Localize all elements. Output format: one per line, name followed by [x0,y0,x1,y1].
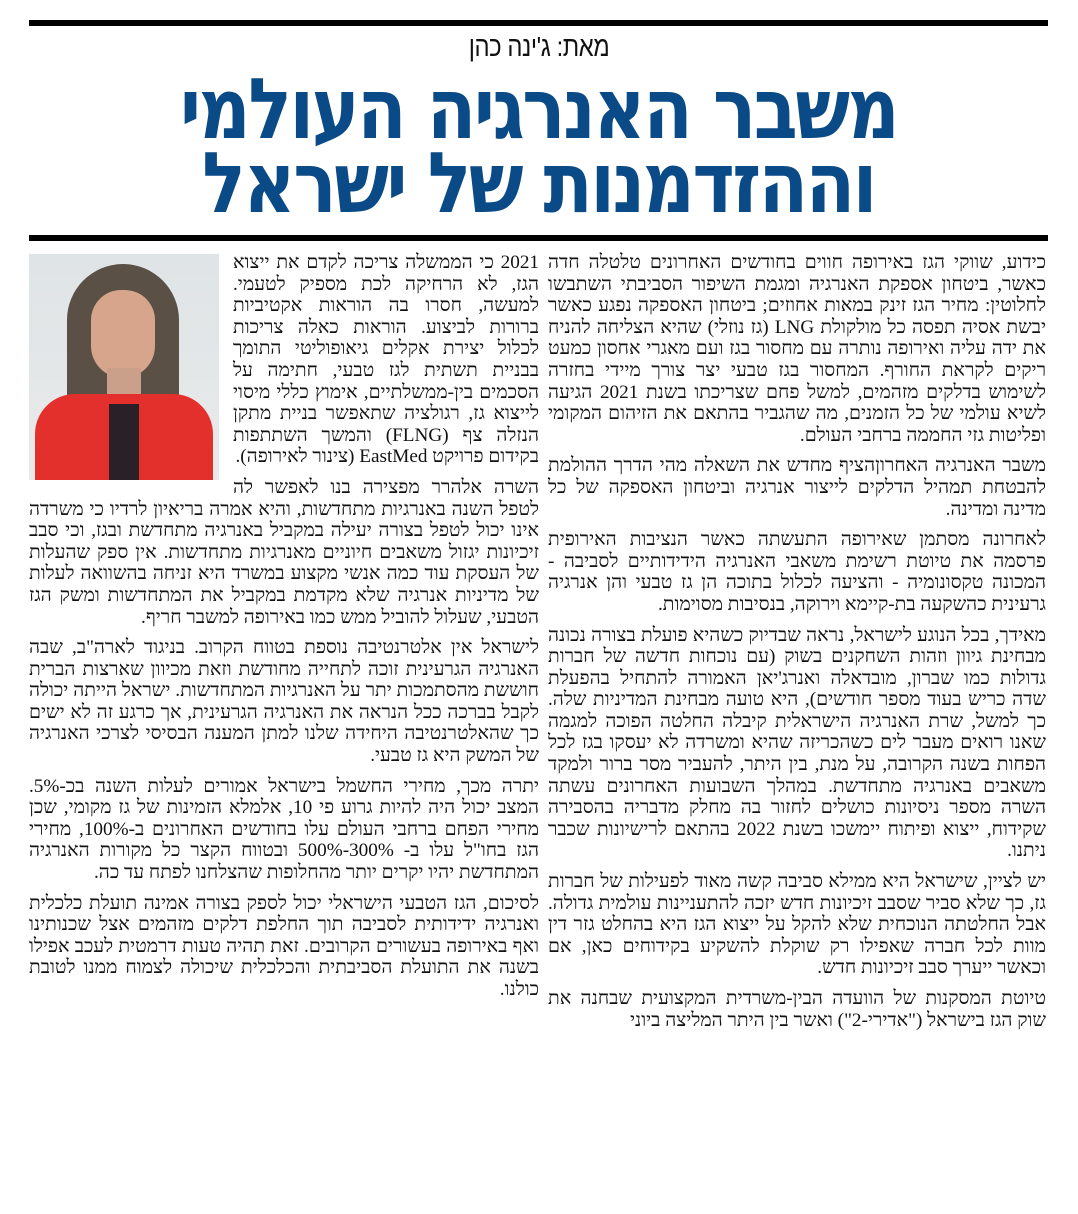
headline-bottom-rule [29,235,1048,241]
article-column-left [29,252,539,1010]
paragraph: לישראל אין אלטרנטיבה נוספת בטווח הקרוב. בניגוד לארה"ב, שבה האנרגיה הגרעינית זוכה לתחייה מחודשת וזאת מכיוון שארצות הברית חוששת מהסתמכות יתר על האנרגיות המתחדשות. ישראל הייתה יכולה לקבל בברכה ככל הנראה את האנרגיה הגרעינית, אך כרגע זה לא ישים כך שהאלטרנטיבה היחידה שלנו למתן המענה הבסיסי לצרכי האנרגיה של המשק היא גז טבעי. [29,637,539,767]
paragraph: כידוע, שווקי הגז באירופה חווים בחודשים האחרונים טלטלה חדה כאשר, ביטחון אספקת האנרגיה ומגמת השיפור הסביבתי השתבשו לחלוטין: מחיר הגז זינק במאות אחוזים; ביטחון האספקה נפגע כאשר יבשת אסיה תפסה כל מולקולת LNG (גז נוזלי) שהיא הצליחה להניח את ידה עליה ואירופה נותרה עם מחסור בגז ועם מאגרי אחסון כמעט ריקים לקראת החורף. המחסור בגז טבעי יצר צורך מיידי בחזרה לשימוש בדלקים מזהמים, למשל פחם שצריכתו בשנת 2021 הגיעה לשיא עולמי של כל הזמנים, מה שהגביר בהתאם את הזיהום המקומי ופליטות גזי החממה ברחבי העולם. [548,252,1046,446]
article-column-right [548,252,1046,1040]
paragraph: טיוטת המסקנות של הוועדה הבין-משרדית המקצועית שבחנה את שוק הגז בישראל ("אדירי-2") ואשר בין היתר המליצה ביוני [548,988,1046,1031]
paragraph: משבר האנרגיה האחרוןהציף מחדש את השאלה מהי הדרך ההולמת להבטחת תמהיל הדלקים לייצור אנרגיה וביטחון האספקה של כל מדינה ומדינה. [548,455,1046,520]
paragraph: 2021 כי הממשלה צריכה לקדם את ייצוא הגז, לא הרחיקה לכת מספיק לטעמי. למעשה, חסרו בה הוראות אקטיביות ברורות לביצוע. הוראות כאלה צריכות לכלול יצירת אקלים גיאופוליטי התומך בבניית תשתית לגז טבעי, חתימה על הסכמים בין-ממשלתיים, אימוץ כללי מיסוי לייצוא גז, רגולציה שתאפשר בניית מתקן הנזלה צף (FLNG) והמשך השתתפות בקידום פרויקט EastMed (צינור לאירופה). [233,252,539,468]
headline [29,60,1048,232]
paragraph: לסיכום, הגז הטבעי הישראלי יכול לספק בצורה אמינה תועלת כלכלית ואנרגיה ידידותית לסביבה תוך החלפת דלקים מזהמים אצל שכנותינו ואף באירופה בעשורים הקרובים. זאת תהיה טעות דרמטית לעכב אפילו בשנה את התועלת הסביבתית והכלכלית שיכולה לצמוח ממנו לטובת כולנו. [29,892,539,1000]
photo-shirt [109,404,139,480]
headline-line-2: וההזדמנות של ישראל [202,134,875,232]
paragraph: השרה אלהרר מפצירה בנו לאפשר לה לטפל השנה באנרגיות מתחדשות, והיא אמרה בריאיון לרדיו כי משרדה אינו יכול לטפל בצורה יעילה במקביל באנרגיה מתחדשת ובגז, וכי סבב זיכיונות יגזול משאבים חיוניים מאנרגיות מתחדשות. אין ספק שהעלות של העסקת עוד כמה אנשי מקצוע במשרד היא זניחה בהשוואה לעלות של מדיניות אנרגיה שלא מקדמת במקביל את המתחדשות ומשק הגז הטבעי, שעלול להוביל ממש כמו באירופה למשבר חריף. [29,476,539,628]
byline: מאת: ג'ינה כהן [468,31,610,62]
author-photo [29,254,219,480]
photo-face [91,290,155,378]
paragraph: יש לציין, שישראל היא ממילא סביבה קשה מאוד לפעילות של חברות גז, כך שלא סביר שסבב זיכיונות חדש יזכה להתעניינות עולמית גדולה. אבל החלטתה הנוכחית שלא להקל על ייצוא הגז היא בהחלט גזר דין מוות לכל חברה שאפילו רק שוקלת להשקיע בקידוחים כאן, אם וכאשר ייערך סבב זיכיונות חדש. [548,871,1046,979]
paragraph: יתרה מכך, מחירי החשמל בישראל אמורים לעלות השנה בכ-5%. המצב יכול היה להיות גרוע פי 10, אלמלא הזמינות של גז מקומי, שכן מחירי הפחם ברחבי העולם עלו בחודשים האחרונים ב-100%, מחירי הגז בחו"ל עלו ב- 300%-500% ובטווח הקצר כל מקורות האנרגיה המתחדשת יהיו יקרים יותר מהחלופות שהצלחנו לפתח עד כה. [29,775,540,884]
paragraph: לאחרונה מסתמן שאירופה התעשתה כאשר הנציבות האירופית פרסמה את טיוטת רשימת משאבי האנרגיה הידידותיים לסביבה - המכונה טקסונומיה - והציעה לכלול בתוכה הן גז טבעי והן אנרגיה גרעינית כהשקעה בת-קיימא וירוקה, בנסיבות מסוימות. [548,529,1046,615]
top-rule [29,20,1048,26]
headline-line-1: משבר האנרגיה העולמי [179,60,898,158]
paragraph: מאידך, בכל הנוגע לישראל, נראה שבדיוק כשהיא פועלת בצורה נכונה מבחינת גיוון וזהות השחקנים בשוק (עם נוכחות חדשה של חברות גדולות כמו שברון, מובדאלה ואנרג'יאן האמורה להתחיל בהפעלת שדה כריש בעוד מספר חודשים), היא טועה מבחינת המדיניות שלה. כך למשל, שרת האנרגיה הישראלית קיבלה החלטה הפוכה למגמה שאנו רואים מעבר לים כשהכריזה שהיא ומשרדה לא יעסקו בגז לכל הפחות בשנה הקרובה, על מנת, בין היתר, להעביר מסר ברור ולמקד משאבים באנרגיה מתחדשת. במהלך השבועות האחרונים עשתה השרה מספר ניסיונות כושלים לחזור בה מחלק מדבריה בהסבירה שקידוח, ייצוא ופיתוח יימשכו בשנת 2022 בהתאם לרישיונות שכבר ניתנו. [548,624,1046,862]
